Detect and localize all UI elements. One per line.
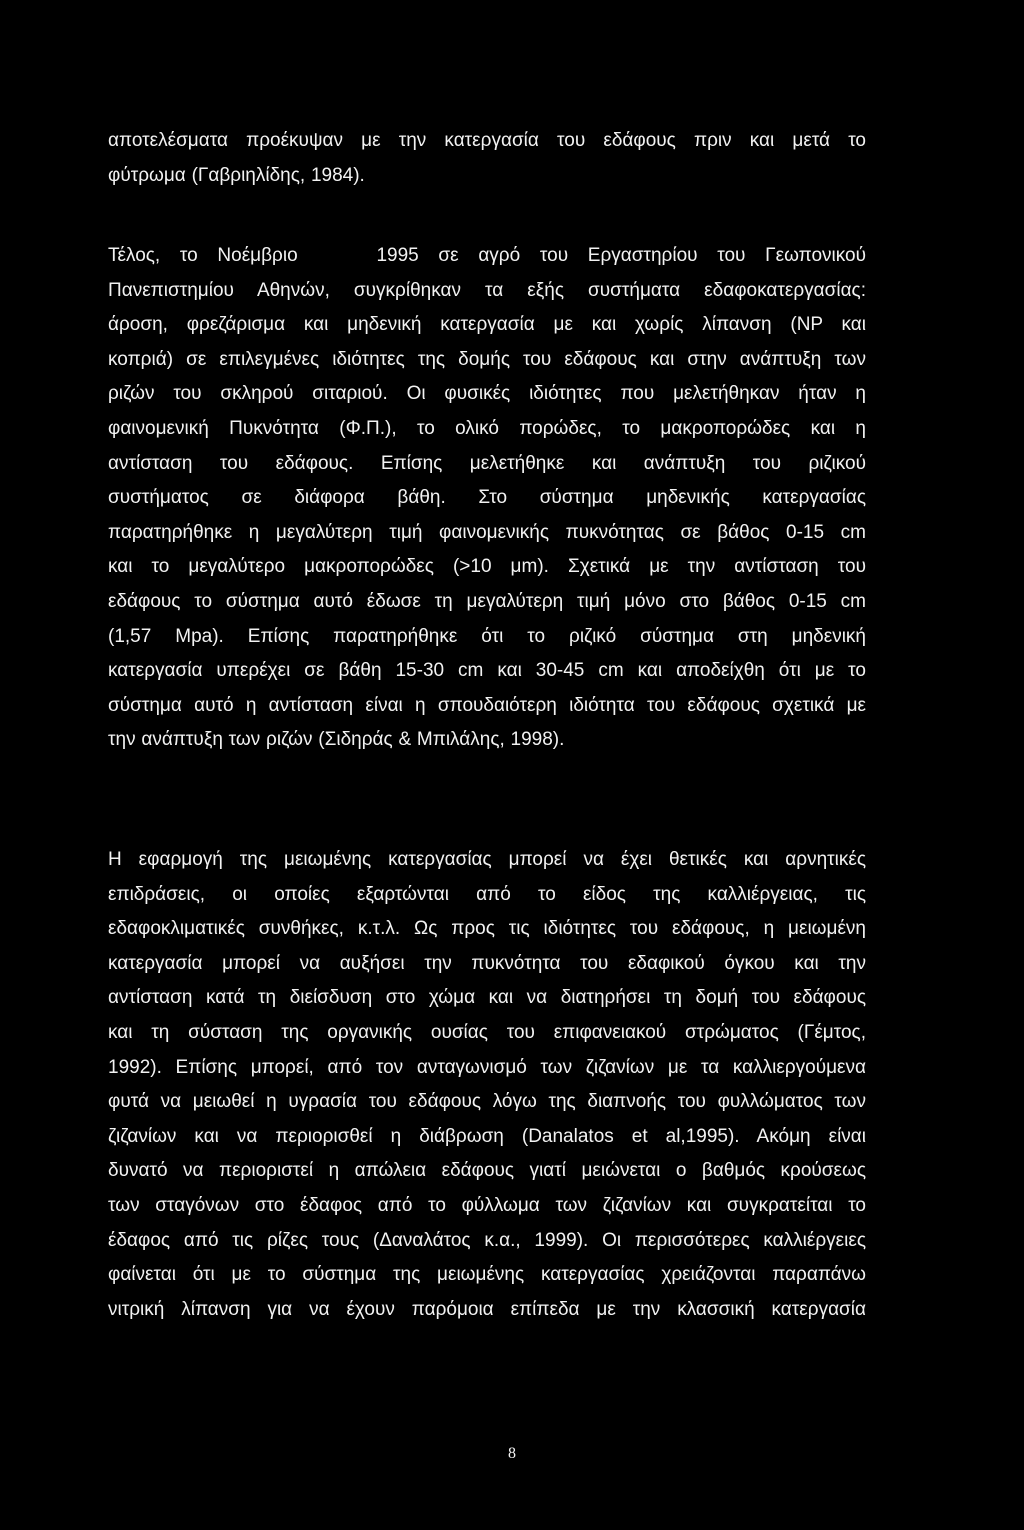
text-line: και το μεγαλύτερο μακροπορώδες (>10 μm). Σχετικά με την αντίσταση του [108, 556, 866, 578]
paragraph-1 [108, 124, 866, 193]
text-line: την ανάπτυξη των ριζών (Σιδηράς & Μπιλάλης, 1998). [108, 729, 565, 751]
text-line: επιδράσεις, οι οποίες εξαρτώνται από το είδος της καλλιέργειας, τις [108, 883, 866, 905]
text-line: αντίσταση του εδάφους. Επίσης μελετήθηκε και ανάπτυξη του ριζικού [108, 452, 866, 474]
text-line: (1,57 Mpa). Επίσης παρατηρήθηκε ότι το ριζικό σύστημα στη μηδενική [108, 625, 866, 647]
text-line: συστήματος σε διάφορα βάθη. Στο σύστημα μηδενικής κατεργασίας [108, 487, 866, 509]
text-line: Πανεπιστημίου Αθηνών, συγκρίθηκαν τα εξής συστήματα εδαφοκατεργασίας: [108, 279, 866, 301]
text-line: νιτρική λίπανση για να έχουν παρόμοια επίπεδα με την κλασσική κατεργασία [108, 1298, 866, 1320]
text-line: κατεργασία μπορεί να αυξήσει την πυκνότητα του εδαφικού όγκου και την [108, 952, 866, 974]
text-line: αποτελέσματα προέκυψαν με την κατεργασία του εδάφους πριν και μετά το [108, 130, 866, 151]
text-line: εδαφοκλιματικές συνθήκες, κ.τ.λ. Ως προς τις ιδιότητες του εδάφους, η μειωμένη [108, 918, 866, 940]
page-number: 8 [508, 1445, 516, 1462]
text-line: εδάφους το σύστημα αυτό έδωσε τη μεγαλύτερη τιμή μόνο στο βάθος 0-15 cm [108, 590, 866, 612]
text-line: και τη σύσταση της οργανικής ουσίας του επιφανειακού στρώματος (Γέμτος, [108, 1021, 866, 1043]
text-line: παρατηρήθηκε η μεγαλύτερη τιμή φαινομενικής πυκνότητας σε βάθος 0-15 cm [108, 521, 866, 543]
text-line: κοπριά) σε επιλεγμένες ιδιότητες της δομής του εδάφους και στην ανάπτυξη των [108, 348, 866, 370]
text-line: ριζών του σκληρού σιταριού. Οι φυσικές ιδιότητες που μελετήθηκαν ήταν η [108, 383, 866, 405]
text-line: φύτρωμα (Γαβριηλίδης, 1984). [108, 164, 365, 186]
text-line: ζιζανίων και να περιορισθεί η διάβρωση (Danalatos et al,1995). Ακόμη είναι [108, 1125, 866, 1147]
paragraph-2 [108, 239, 866, 758]
text-line: φαινομενική Πυκνότητα (Φ.Π.), το ολικό πορώδες, το μακροπορώδες και η [108, 417, 866, 439]
paragraph-3 [108, 843, 866, 1327]
text-line: Η εφαρμογή της μειωμένης κατεργασίας μπορεί να έχει θετικές και αρνητικές [108, 849, 866, 870]
text-line: 1992). Επίσης μπορεί, από τον ανταγωνισμό των ζιζανίων με τα καλλιεργούμενα [108, 1056, 866, 1078]
text-line: αντίσταση κατά τη διείσδυση στο χώμα και να διατηρήσει τη δομή του εδάφους [108, 987, 866, 1009]
text-line: των σταγόνων στο έδαφος από το φύλλωμα των ζιζανίων και συγκρατείται το [108, 1194, 866, 1216]
text-line: σύστημα αυτό η αντίσταση είναι η σπουδαιότερη ιδιότητα του εδάφους σχετικά με [108, 694, 866, 716]
text-line: Τέλος, το Νοέμβριο 1995 σε αγρό του Εργαστηρίου του Γεωπονικού [108, 245, 866, 266]
text-line: έδαφος από τις ρίζες τους (Δαναλάτος κ.α., 1999). Οι περισσότερες καλλιέργειες [108, 1229, 866, 1251]
text-line: φυτά να μειωθεί η υγρασία του εδάφους λόγω της διαπνοής του φυλλώματος των [108, 1091, 866, 1113]
text-line: κατεργασία υπερέχει σε βάθη 15-30 cm και 30-45 cm και αποδείχθη ότι με το [108, 660, 866, 682]
text-line: φαίνεται ότι με το σύστημα της μειωμένης κατεργασίας χρειάζονται παραπάνω [108, 1264, 866, 1286]
text-line: δυνατό να περιοριστεί η απώλεια εδάφους γιατί μειώνεται ο βαθμός κρούσεως [108, 1160, 866, 1182]
text-line: άροση, φρεζάρισμα και μηδενική κατεργασία με και χωρίς λίπανση (NP και [108, 314, 866, 336]
